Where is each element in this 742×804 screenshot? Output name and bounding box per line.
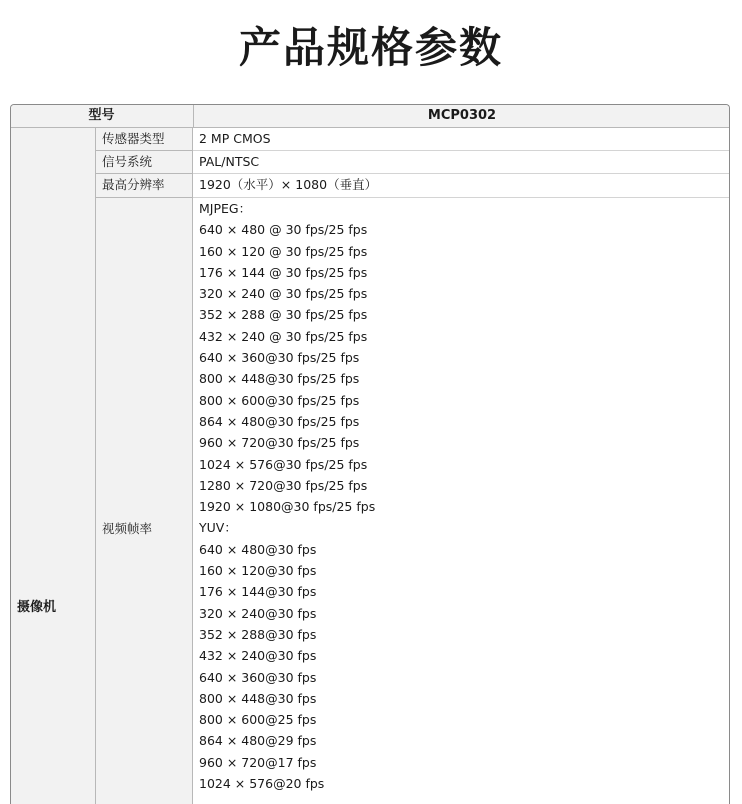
category-label: 摄像机 <box>17 600 57 615</box>
frame-rate-item: 176 × 144@30 fps <box>199 584 317 600</box>
frame-rate-item: 320 × 240 @ 30 fps/25 fps <box>199 286 368 302</box>
model-header-label: 型号 <box>88 108 115 123</box>
frame-rate-item: 176 × 144 @ 30 fps/25 fps <box>199 264 368 280</box>
frame-rate-item: 1024 × 576@20 fps <box>199 776 325 792</box>
frame-rate-item: 1920 × 1080@30 fps/25 fps <box>199 499 376 515</box>
frame-rate-item: YUV： <box>199 520 237 536</box>
spec-table <box>10 104 730 804</box>
frame-rate-item: 1280 × 720@30 fps/25 fps <box>199 477 368 493</box>
row-value-resolution: 1920（水平）× 1080（垂直） <box>199 177 378 192</box>
frame-rate-item: 640 × 360@30 fps <box>199 669 317 685</box>
frame-rate-item: 640 × 480 @ 30 fps/25 fps <box>199 222 368 238</box>
frame-rate-item: 432 × 240 @ 30 fps/25 fps <box>199 328 368 344</box>
row-label-frame-rate: 视频帧率 <box>102 521 153 536</box>
frame-rate-item: 864 × 480@29 fps <box>199 733 317 749</box>
model-header-value: MCP0302 <box>193 105 730 127</box>
frame-rate-item: 352 × 288@30 fps <box>199 626 317 642</box>
frame-rate-item: 800 × 600@30 fps/25 fps <box>199 392 360 408</box>
frame-rate-item: 640 × 480@30 fps <box>199 541 317 557</box>
row-value-signal: PAL/NTSC <box>199 154 260 169</box>
frame-rate-item: 800 × 448@30 fps <box>199 690 317 706</box>
frame-rate-item: 960 × 720@17 fps <box>199 754 317 770</box>
frame-rate-item: 320 × 240@30 fps <box>199 605 317 621</box>
row-label-resolution: 最高分辨率 <box>102 177 165 192</box>
frame-rate-item: 800 × 448@30 fps/25 fps <box>199 371 360 387</box>
frame-rate-item: 160 × 120@30 fps <box>199 563 317 579</box>
row-label-signal: 信号系统 <box>102 154 153 169</box>
frame-rate-item: 352 × 288 @ 30 fps/25 fps <box>199 307 368 323</box>
row-divider <box>96 197 192 198</box>
row-label-sensor: 传感器类型 <box>102 131 165 146</box>
frame-rate-item: 432 × 240@30 fps <box>199 648 317 664</box>
frame-rate-item: 1024 × 576@30 fps/25 fps <box>199 456 368 472</box>
page-title: 产品规格参数 <box>238 23 503 72</box>
subcategory-column <box>96 128 193 804</box>
row-value-sensor: 2 MP CMOS <box>199 131 271 146</box>
frame-rate-item: 640 × 360@30 fps/25 fps <box>199 350 360 366</box>
frame-rate-item: 960 × 720@30 fps/25 fps <box>199 435 360 451</box>
frame-rate-item: MJPEG： <box>199 201 252 216</box>
frame-rate-item: 160 × 120 @ 30 fps/25 fps <box>199 243 368 259</box>
table-header-row <box>11 105 730 128</box>
frame-rate-item: 800 × 600@25 fps <box>199 712 317 728</box>
value-column <box>193 128 729 804</box>
frame-rate-list <box>199 198 375 794</box>
category-column <box>11 128 96 804</box>
frame-rate-item: 864 × 480@30 fps/25 fps <box>199 413 360 429</box>
